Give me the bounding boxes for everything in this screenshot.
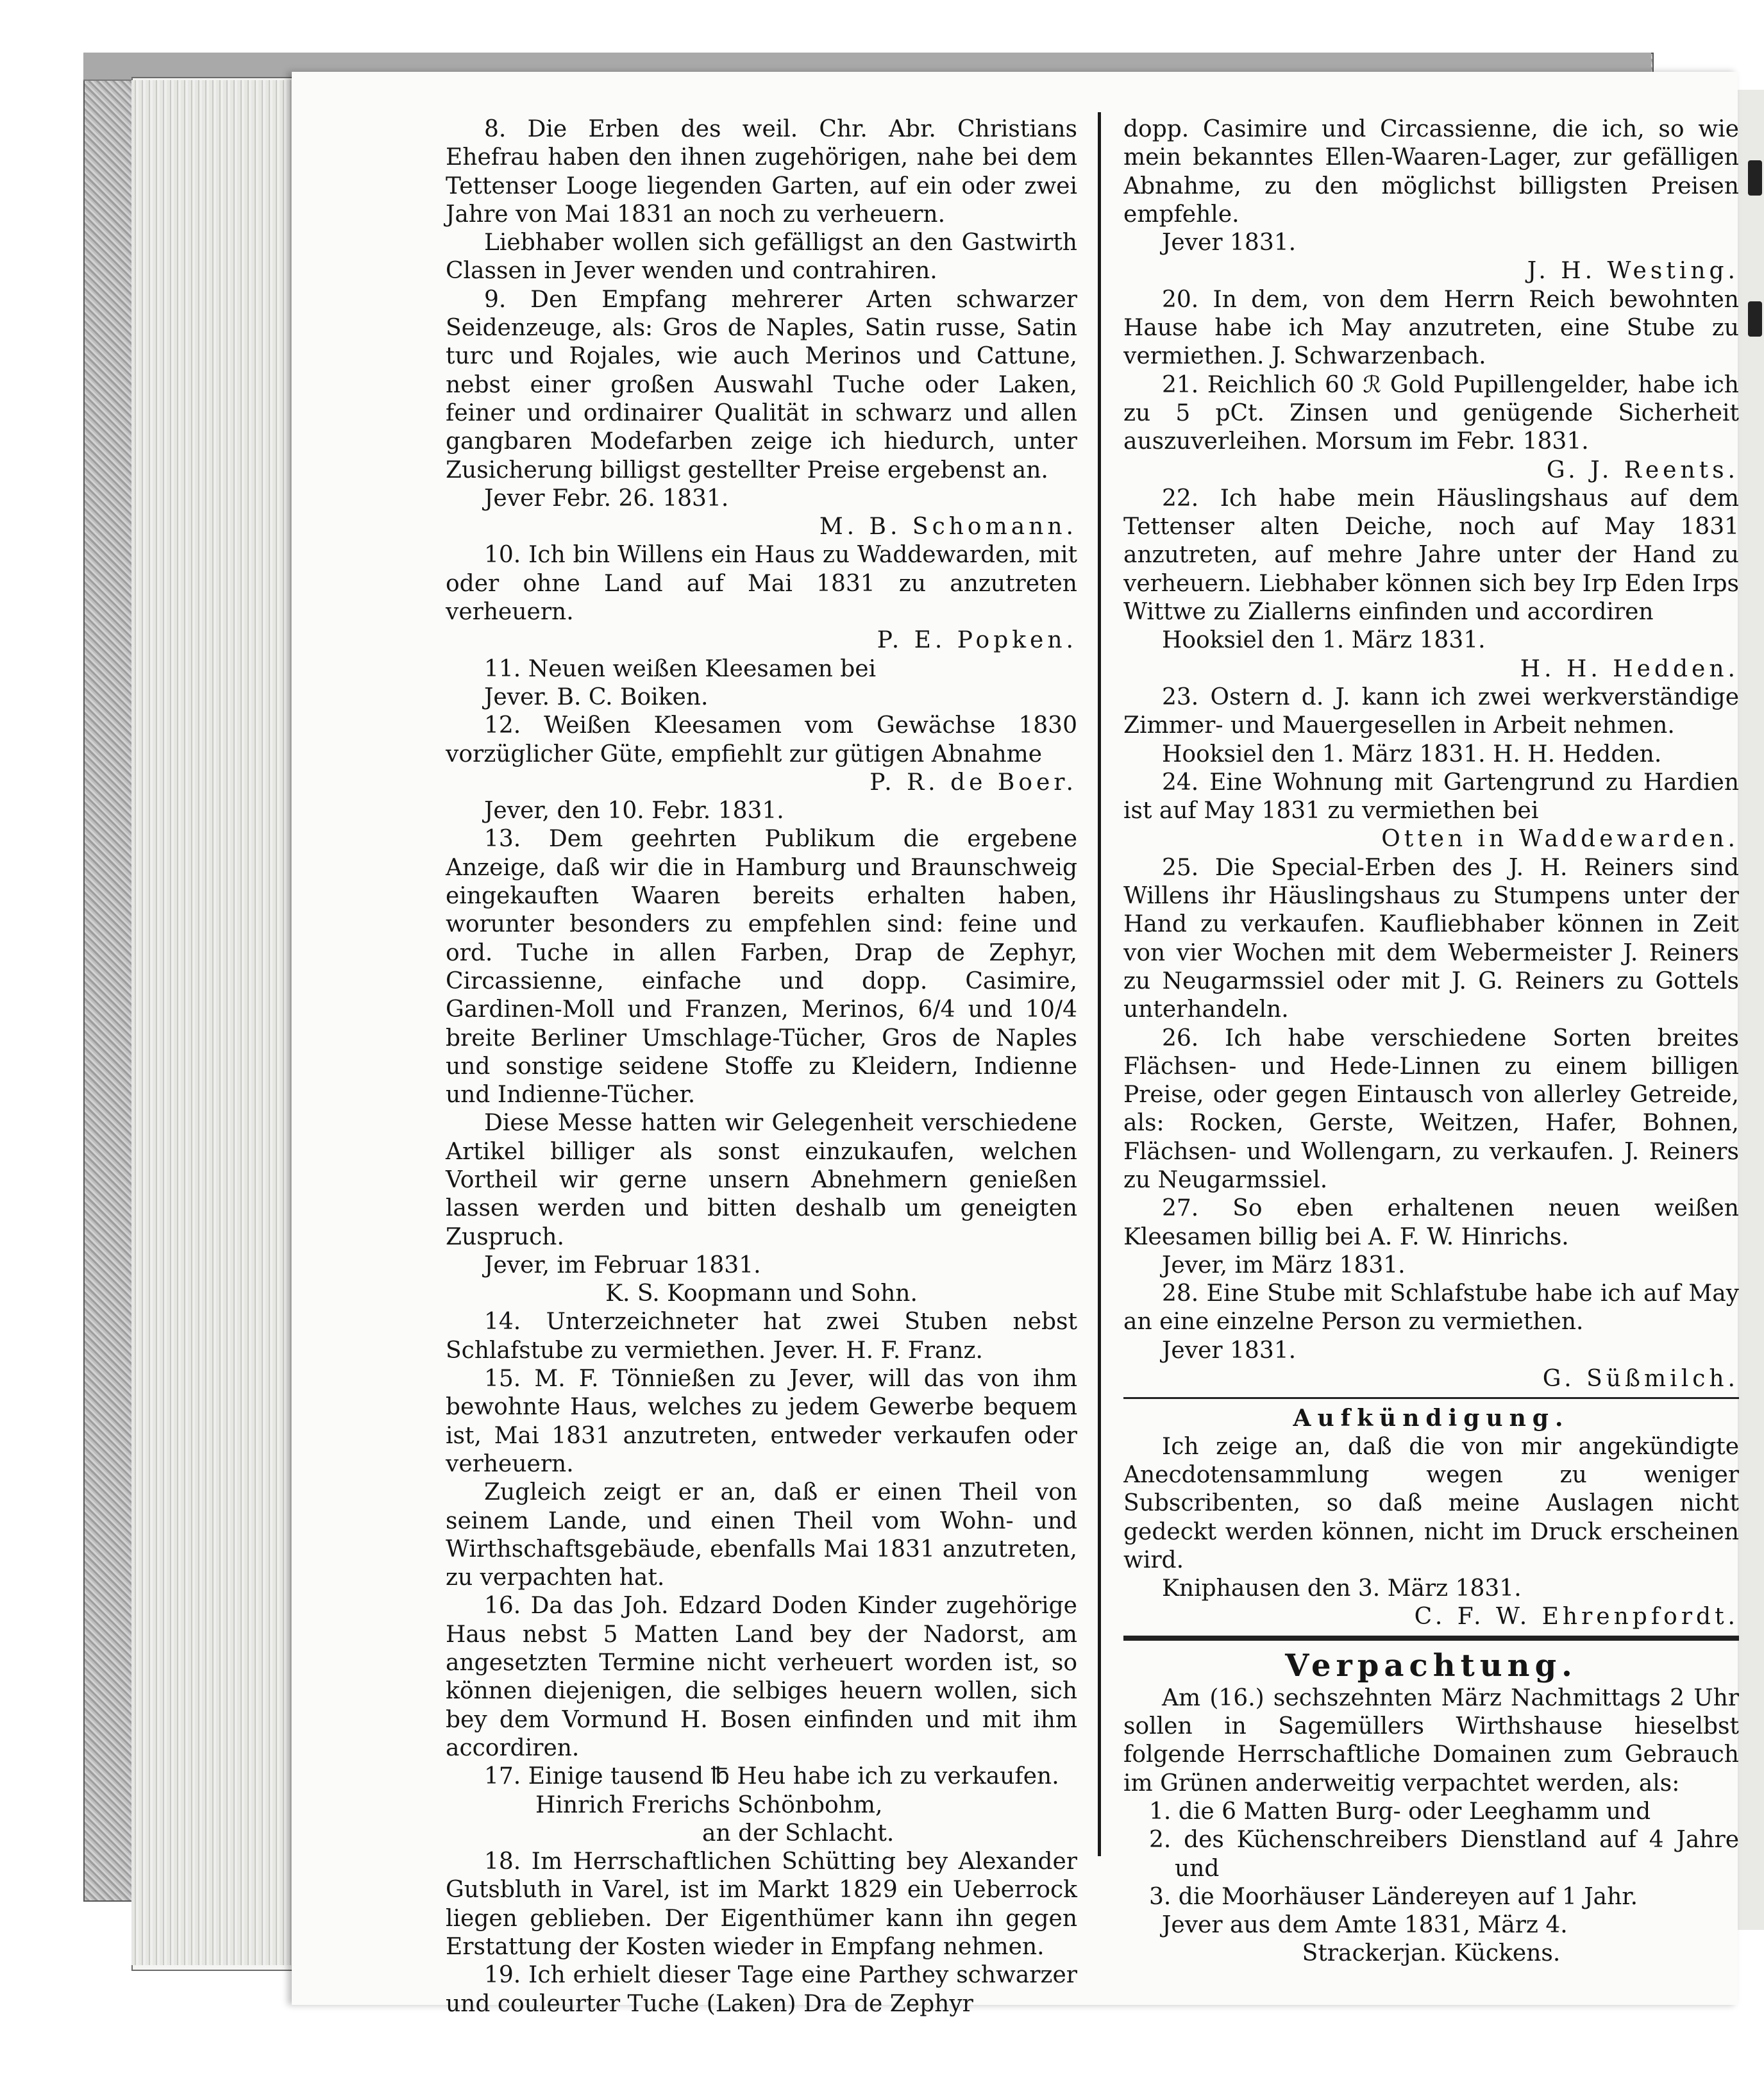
notice-paragraph: 19. Ich erhielt dieser Tage eine Parthey schwarzer und couleurter Tuche (Laken) Dra de Zephyr: [446, 1962, 1077, 2017]
notice-paragraph: 13. Dem geehrten Publikum die ergebene Anzeige, daß wir die in Hamburg und Braunschweig eingekauften Waaren bereits erhalten haben, worunter besonders zu empfehlen sind: feine und ord. Tuche in allen Farben, Drap de Zephyr, Circassienne, einfache und dopp. Casimire, Gardinen-Moll und Franzen, Merinos, 6/4 und 10/4 breite Berliner Umschlage-Tücher, Gros de Naples und sonstige seidene Stoffe zu Kleidern, Indienne und Indienne-Tücher.: [446, 826, 1077, 1109]
list-item: 3. die Moorhäuser Ländereyen auf 1 Jahr.: [1149, 1883, 1638, 1910]
notice-date: Jever, im Februar 1831.: [484, 1252, 761, 1278]
notice-paragraph: 17. Einige tausend ℔ Heu habe ich zu verkaufen.: [484, 1763, 1059, 1790]
notice-paragraph: 16. Da das Joh. Edzard Doden Kinder zugehörige Haus nebst 5 Matten Land bey der Nadorst, am angesetzten Termine nicht verheuert worden ist, so können diejenigen, die selbiges heuern wollen, sich bey dem Vormund H. Bosen einfinden und mit ihm accordiren.: [446, 1593, 1077, 1761]
notice-paragraph: 12. Weißen Kleesamen vom Gewächse 1830 vorzüglicher Güte, empfiehlt zur gütigen Abnahme: [446, 712, 1077, 767]
notice-date: Jever aus dem Amte 1831, März 4.: [1162, 1912, 1568, 1939]
notice-signature: Strackerjan. Kückens.: [1302, 1940, 1561, 1967]
section-rule: [1123, 1636, 1739, 1641]
notice-signature: G. J. Reents.: [1546, 457, 1739, 483]
notice-paragraph: Jever. B. C. Boiken.: [484, 683, 709, 710]
notice-paragraph: 18. Im Herrschaftlichen Schütting bey Alexander Gutsbluth in Varel, ist im Markt 1829 ein Ueberrock liegen geblieben. Der Eigenthümer kann ihn gegen Erstattung der Kosten wieder in Empfang nehmen.: [446, 1848, 1077, 1960]
notice-paragraph: 26. Ich habe verschiedene Sorten breites Flächsen- und Hede-Linnen zu einem billigen Preise, oder gegen Eintausch von allerley Getreide, als: Rocken, Gerste, Weitzen, Hafer, Bohnen, Flächsen- und Wollengarn, zu verkaufen. J. Reiners zu Neugarmssiel.: [1123, 1025, 1739, 1193]
notice-paragraph: 15. M. F. Tönnießen zu Jever, will das von ihm bewohnte Haus, welches zu jedem Gewerbe bequem ist, Mai 1831 anzutreten, entweder verkaufen oder verheuern.: [446, 1366, 1077, 1477]
notice-paragraph: Liebhaber wollen sich gefälligst an den Gastwirth Classen in Jever wenden und contrahiren.: [446, 230, 1077, 285]
notice-paragraph: Am (16.) sechszehnten März Nachmittags 2 Uhr sollen in Sagemüllers Wirthshause hieselbst folgende Herrschaftliche Domainen zum Gebrauch im Grünen anderweitig verpachtet werden, als:: [1123, 1684, 1739, 1797]
notice-paragraph: 23. Ostern d. J. kann ich zwei werkverständige Zimmer- und Mauergesellen in Arbeit nehmen.: [1123, 683, 1739, 739]
left-column: [446, 115, 1077, 2018]
notice-paragraph: Zugleich zeigt er an, daß er einen Theil von seinem Lande, und einen Theil vom Wohn- und Wirthschaftsgebäude, ebenfalls Mai 1831 anzutreten, zu verpachten hat.: [446, 1479, 1077, 1591]
notice-paragraph: 28. Eine Stube mit Schlafstube habe ich auf May an eine einzelne Person zu vermiethen.: [1123, 1280, 1739, 1336]
page-edges: [131, 80, 296, 1965]
notice-signature: M. B. Schomann.: [819, 514, 1077, 540]
notice-date: Jever Febr. 26. 1831.: [484, 485, 729, 512]
list-item: 2. des Küchenschreibers Dienstland auf 4 Jahre und: [1149, 1827, 1739, 1882]
notice-paragraph: 20. In dem, von dem Herrn Reich bewohnten Hause habe ich May anzutreten, eine Stube zu vermiethen. J. Schwarzenbach.: [1123, 286, 1739, 370]
notice-paragraph: 9. Den Empfang mehrerer Arten schwarzer Seidenzeuge, als: Gros de Naples, Satin russe, Satin turc und Rojales, wie auch Merinos und Cattune, nebst einer großen Auswahl Tuche oder Laken, feiner und ordinairer Qualität in schwarz und allen gangbaren Modefarben zeige ich hiedurch, unter Zusicherung billigst gestellter Preise ergebenst an.: [446, 286, 1077, 483]
notice-paragraph: 10. Ich bin Willens ein Haus zu Waddewarden, mit oder ohne Land auf Mai 1831 zu anzutreten verheuern.: [446, 542, 1077, 626]
notice-signature: J. H. Westing.: [1527, 258, 1739, 285]
notice-paragraph: Ich zeige an, daß die von mir angekündigte Anecdotensammlung wegen zu weniger Subscribenten, so daß meine Auslagen nicht gedeckt werden können, nicht im Druck erscheinen wird.: [1123, 1433, 1739, 1573]
notice-paragraph: 25. Die Special-Erben des J. H. Reiners sind Willens ihr Häuslingshaus zu Stumpens unter der Hand zu verkaufen. Kaufliebhaber können in Zeit von vier Wochen mit dem Webermeister J. Reiners zu Neugarmssiel oder mit J. G. Reiners zu Gottels unterhandeln.: [1123, 854, 1739, 1023]
notice-paragraph: 27. So eben erhaltenen neuen weißen Kleesamen billig bei A. F. W. Hinrichs.: [1123, 1195, 1739, 1250]
notice-date: Jever, den 10. Febr. 1831.: [484, 798, 784, 825]
notice-paragraph: 24. Eine Wohnung mit Gartengrund zu Hardien ist auf May 1831 zu vermiethen bei: [1123, 769, 1739, 825]
notice-paragraph: 21. Reichlich 60 ℛ Gold Pupillengelder, habe ich zu 5 pCt. Zinsen und genügende Sicherheit auszuverleihen. Morsum im Febr. 1831.: [1123, 371, 1739, 455]
notice-paragraph: 22. Ich habe mein Häuslingshaus auf dem Tettenser alten Deiche, noch auf May 1831 anzutreten, auf mehre Jahre unter der Hand zu verheuern. Liebhaber können sich bey Irp Eden Irps Wittwe zu Ziallerns einfinden und accordiren: [1123, 485, 1739, 626]
right-column: [1123, 115, 1739, 1968]
section-heading: Aufkündigung.: [1293, 1405, 1570, 1432]
notice-paragraph: Hooksiel den 1. März 1831. H. H. Hedden.: [1162, 741, 1662, 767]
notice-signature: Otten in Waddewarden.: [1381, 826, 1739, 853]
notice-signature: P. R. de Boer.: [869, 769, 1077, 796]
notice-signature: C. F. W. Ehrenpfordt.: [1414, 1604, 1739, 1630]
section-heading: Verpachtung.: [1285, 1647, 1577, 1684]
notice-signature: G. Süßmilch.: [1542, 1366, 1739, 1393]
notice-paragraph: 8. Die Erben des weil. Chr. Abr. Christians Ehefrau haben den ihnen zugehörigen, nahe bei dem Tettenser Looge liegenden Garten, auf ein oder zwei Jahre von Mai 1831 an noch zu verheuern.: [446, 116, 1077, 228]
section-rule: [1123, 1397, 1739, 1399]
notice-signature: Hinrich Frerichs Schönbohm,: [535, 1791, 883, 1818]
notice-signature: H. H. Hedden.: [1520, 655, 1739, 682]
notice-paragraph: Diese Messe hatten wir Gelegenheit verschiedene Artikel billiger als sonst einzukaufen, welchen Vortheil wir gerne unsern Abnehmern genießen lassen werden und bitten deshalb um geneigten Zuspruch.: [446, 1110, 1077, 1250]
notice-paragraph: 14. Unterzeichneter hat zwei Stuben nebst Schlafstube zu vermiethen. Jever. H. F. Franz.: [446, 1309, 1077, 1364]
notice-date: Jever 1831.: [1162, 1337, 1297, 1364]
notice-date: Hooksiel den 1. März 1831.: [1162, 627, 1486, 654]
notice-date: Jever 1831.: [1162, 230, 1297, 256]
notice-signature: an der Schlacht.: [702, 1820, 895, 1847]
notice-date: Jever, im März 1831.: [1162, 1252, 1406, 1278]
notice-signature: P. E. Popken.: [877, 627, 1077, 654]
list-item: 1. die 6 Matten Burg- oder Leeghamm und: [1149, 1798, 1651, 1825]
column-divider: [1098, 112, 1101, 1856]
notice-paragraph: dopp. Casimire und Circassienne, die ich, so wie mein bekanntes Ellen-Waaren-Lager, zur gefälligen Abnahme, zu den möglichst billigsten Preisen empfehle.: [1123, 116, 1739, 228]
notice-signature: K. S. Koopmann und Sohn.: [605, 1280, 918, 1307]
notice-paragraph: 11. Neuen weißen Kleesamen bei: [484, 655, 877, 682]
notice-date: Kniphausen den 3. März 1831.: [1162, 1575, 1522, 1602]
